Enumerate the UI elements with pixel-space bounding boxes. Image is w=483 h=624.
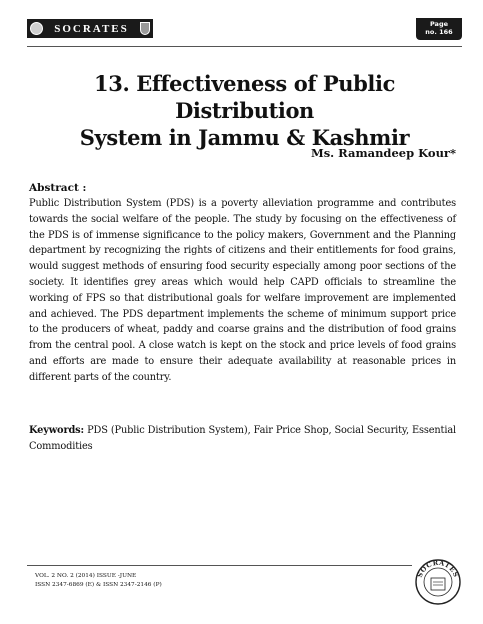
- logo-text: SOCRATES: [54, 22, 129, 35]
- abstract-text: Public Distribution System (PDS) is a poverty alleviation programme and contributes towards the social welfare of the people. The study by focusing on the effectiveness of the PDS is of immense significance to the policy makers, Government and the Planning department by recognizing the rights of citizens and their entitlements for food grains, would suggest methods of ensuring food security especially among poor sections of the society. It identifies grey areas which would help CAPD officials to streamline the working of FPS so that distributional goals for welfare improvement are implemented and achieved. The PDS department implements the scheme of minimum support price to the producers of wheat, paddy and coarse grains and the distribution of food grains from the central pool. A close watch is kept on the stock and price levels of food grains and efforts are made to ensure their adequate availability at reasonable prices in different parts of the country.: [29, 198, 456, 383]
- article-title: [27, 70, 462, 151]
- issn-line: ISSN 2347-6869 (E) & ISSN 2347-2146 (P): [35, 582, 162, 588]
- header-divider: [27, 46, 462, 47]
- page-number-badge: [416, 18, 462, 40]
- keywords-label: Keywords:: [29, 425, 84, 436]
- footer-publication-info: [35, 572, 162, 590]
- journal-seal-icon: [414, 558, 462, 606]
- svg-text:SOCRATES: [416, 559, 460, 579]
- seal-text: SOCRATES: [415, 558, 461, 579]
- keywords-paragraph: [29, 423, 456, 455]
- volume-line: VOL. 2 NO. 2 (2014) ISSUE -JUNE: [35, 573, 137, 579]
- page-label: Page: [429, 20, 449, 28]
- keywords-text: PDS (Public Distribution System), Fair Price Shop, Social Security, Essential Commodities: [29, 425, 456, 452]
- author-name: Ms. Ramandeep Kour*: [310, 146, 456, 160]
- page-number: no. 166: [425, 28, 453, 36]
- footer-divider: [27, 565, 412, 566]
- journal-logo: [27, 19, 153, 38]
- abstract-heading: Abstract :: [29, 182, 87, 194]
- title-line-1: 13. Effectiveness of Public Distribution: [94, 71, 395, 123]
- owl-emblem-icon: [30, 22, 43, 35]
- shield-icon: [140, 22, 150, 35]
- title-line-2: System in Jammu & Kashmir: [79, 125, 410, 150]
